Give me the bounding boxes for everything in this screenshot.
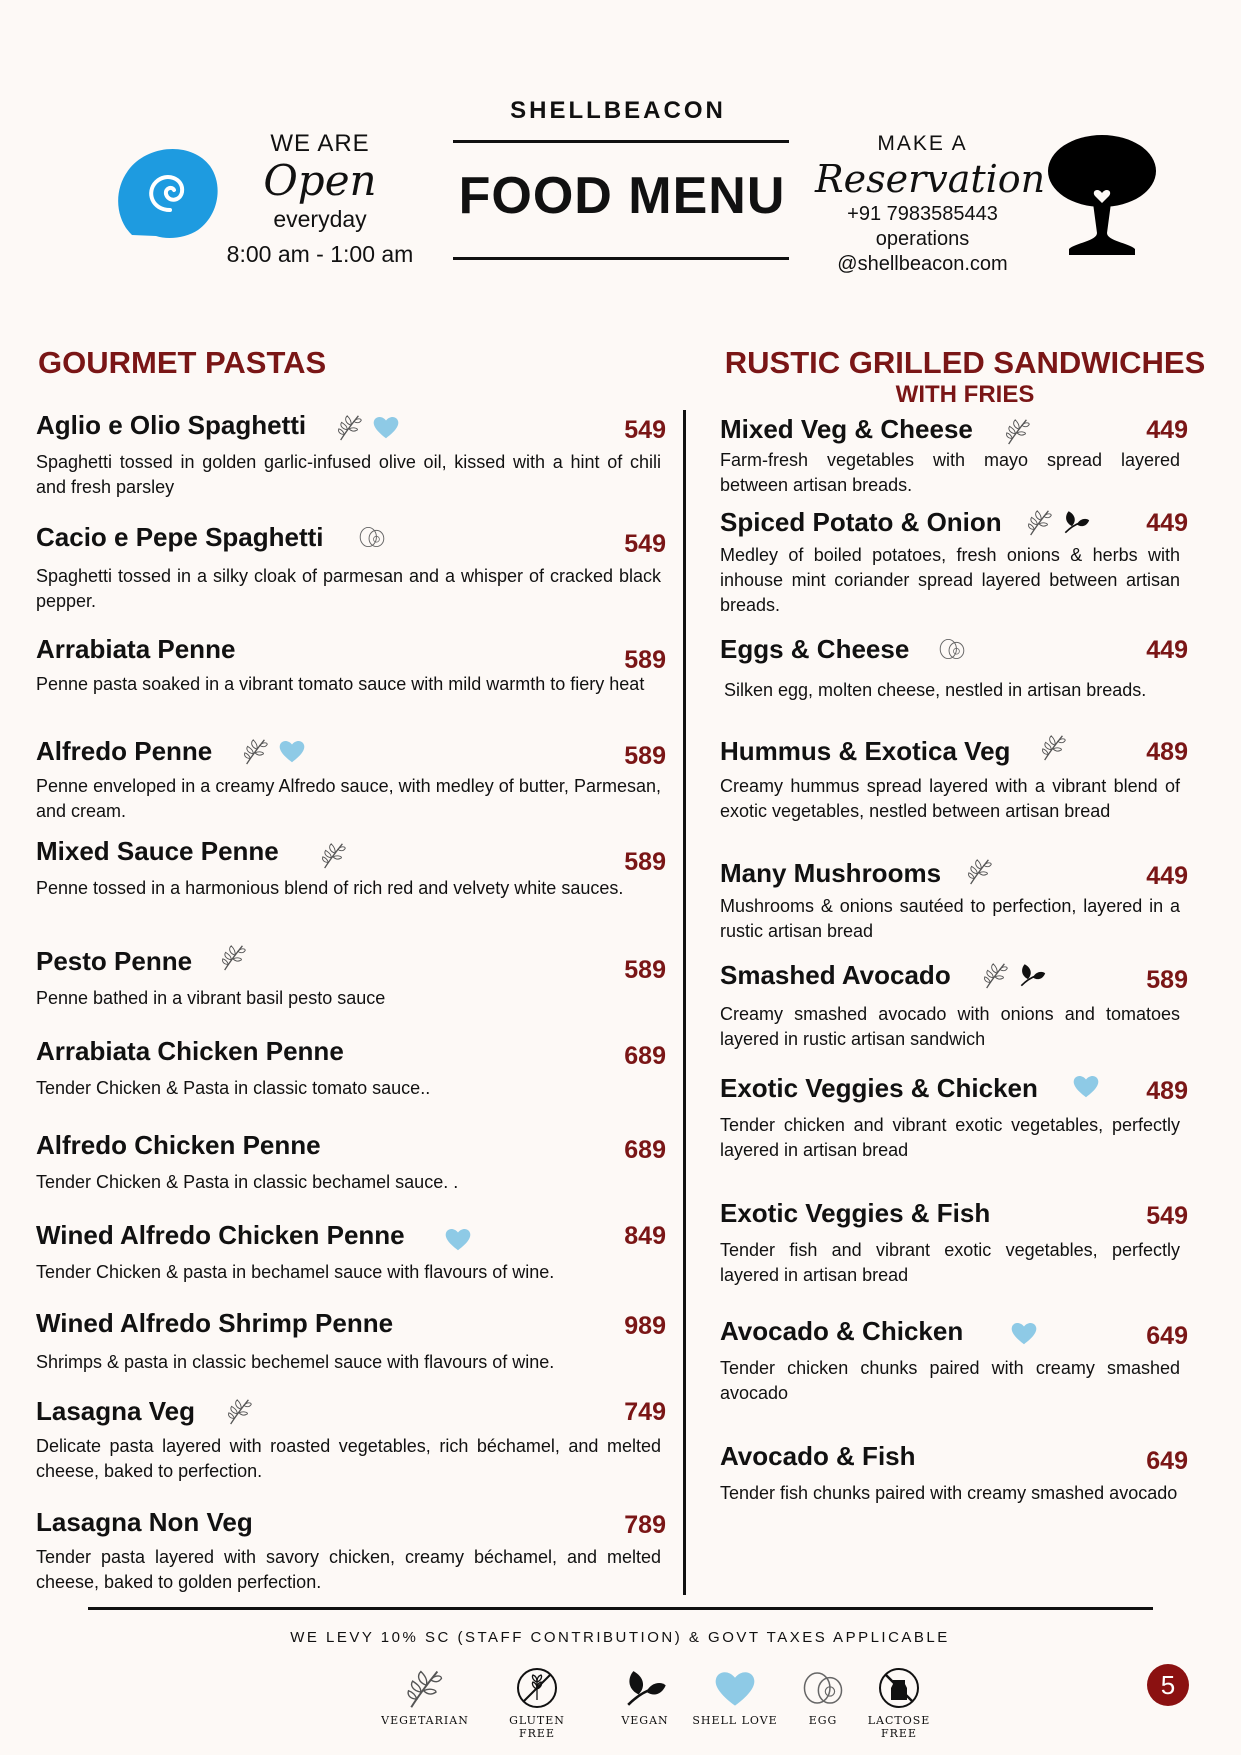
shell-love-icon xyxy=(444,1224,472,1254)
section-title-pastas: GOURMET PASTAS xyxy=(38,345,327,380)
item-name: Lasagna Veg xyxy=(36,1396,195,1426)
title-rule-bottom xyxy=(453,257,789,260)
item-price: 449 xyxy=(1146,862,1188,890)
diet-icons xyxy=(242,736,306,766)
item-price: 689 xyxy=(624,1136,666,1164)
diet-icons xyxy=(220,942,248,972)
item-name: Cacio e Pepe Spaghetti xyxy=(36,522,324,552)
diet-icons xyxy=(938,634,966,664)
gluten-free-icon xyxy=(515,1666,559,1710)
item-description: Spaghetti tossed in golden garlic-infused olive oil, kissed with a hint of chili and fresh parsley xyxy=(36,452,661,497)
footer-rule xyxy=(88,1607,1153,1610)
item-description: Tender Chicken & Pasta in classic bechamel sauce. . xyxy=(36,1172,459,1192)
item-price: 449 xyxy=(1146,509,1188,537)
item-price: 649 xyxy=(1146,1447,1188,1475)
item-price: 549 xyxy=(624,416,666,444)
open-days: everyday xyxy=(273,206,367,232)
item-description: Tender fish and vibrant exotic vegetables, perfectly layered in artisan bread xyxy=(720,1240,1180,1285)
diet-icons xyxy=(982,960,1046,990)
tax-note: WE LEVY 10% SC (STAFF CONTRIBUTION) & GOVT TAXES APPLICABLE xyxy=(290,1629,950,1646)
section-title-sandwiches: RUSTIC GRILLED SANDWICHES xyxy=(724,345,1206,380)
item-name: Many Mushrooms xyxy=(720,858,942,888)
we-are-label: WE ARE xyxy=(270,130,370,157)
legend-gluten-free xyxy=(492,1666,582,1740)
item-price: 449 xyxy=(1146,636,1188,664)
item-price: 749 xyxy=(624,1398,666,1426)
item-name: Smashed Avocado xyxy=(720,960,951,990)
legend-shell-love xyxy=(690,1666,780,1727)
opening-hours xyxy=(200,130,440,268)
item-name: Mixed Veg & Cheese xyxy=(720,414,973,444)
item-description: Tender chicken chunks paired with creamy smashed avocado xyxy=(720,1358,1180,1403)
vegetarian-icon xyxy=(403,1666,447,1710)
item-description: Spaghetti tossed in a silky cloak of parmesan and a whisper of cracked black pepper. xyxy=(36,566,661,611)
item-description: Penne tossed in a harmonious blend of rich red and velvety white sauces. xyxy=(36,878,624,898)
legend-label: VEGETARIAN xyxy=(381,1714,469,1727)
shell-love-icon xyxy=(278,736,306,766)
item-description: Delicate pasta layered with roasted vegetables, rich béchamel, and melted cheese, baked to perfection. xyxy=(36,1436,661,1481)
vegetarian-icon xyxy=(226,1396,254,1426)
legend-lactose-free xyxy=(854,1666,944,1740)
item-description: Mushrooms & onions sautéed to perfection, layered in a rustic artisan bread xyxy=(720,896,1180,941)
item-price: 549 xyxy=(624,530,666,558)
tree-logo-icon xyxy=(1043,133,1161,258)
diet-icons xyxy=(1040,732,1068,762)
legend-label: GLUTEN FREE xyxy=(509,1714,565,1740)
diet-icons xyxy=(444,1224,472,1254)
egg-icon xyxy=(801,1666,845,1710)
item-description: Penne enveloped in a creamy Alfredo sauce, with medley of butter, Parmesan, and cream. xyxy=(36,776,661,821)
item-description: Tender Chicken & Pasta in classic tomato sauce.. xyxy=(36,1078,431,1098)
reservation-phone[interactable]: +91 7983585443 xyxy=(847,203,998,225)
legend-label: LACTOSE FREE xyxy=(867,1714,931,1740)
item-description: Tender pasta layered with savory chicken, creamy béchamel, and melted cheese, baked to golden perfection. xyxy=(36,1547,661,1592)
item-description: Silken egg, molten cheese, nestled in artisan breads. xyxy=(724,680,1147,700)
open-hours: 8:00 am - 1:00 am xyxy=(226,241,414,267)
legend-label: EGG xyxy=(808,1714,838,1727)
egg-icon xyxy=(938,634,966,664)
item-name: Spiced Potato & Onion xyxy=(720,507,1002,537)
item-name: Pesto Penne xyxy=(36,946,193,976)
lactose-free-icon xyxy=(877,1666,921,1710)
item-description: Creamy smashed avocado with onions and tomatoes layered in rustic artisan sandwich xyxy=(720,1004,1180,1049)
open-script-label: Open xyxy=(263,156,377,205)
item-name: Eggs & Cheese xyxy=(720,634,910,664)
item-price: 589 xyxy=(624,742,666,770)
item-description: Tender fish chunks paired with creamy smashed avocado xyxy=(720,1483,1178,1503)
diet-icons xyxy=(320,840,348,870)
item-price: 589 xyxy=(624,956,666,984)
vegetarian-icon xyxy=(220,942,248,972)
vegan-icon xyxy=(1062,507,1090,537)
diet-icons xyxy=(1072,1071,1100,1101)
item-name: Alfredo Chicken Penne xyxy=(36,1130,321,1160)
item-price: 449 xyxy=(1146,416,1188,444)
title-rule-top xyxy=(453,140,789,143)
reservation-email-line2[interactable]: @shellbeacon.com xyxy=(837,253,1008,275)
item-price: 489 xyxy=(1146,1077,1188,1105)
diet-icons xyxy=(966,856,994,886)
item-name: Hummus & Exotica Veg xyxy=(720,736,1011,766)
item-name: Arrabiata Chicken Penne xyxy=(36,1036,344,1066)
legend-vegetarian xyxy=(380,1666,470,1727)
item-price: 549 xyxy=(1146,1202,1188,1230)
vegetarian-icon xyxy=(1026,507,1054,537)
item-name: Avocado & Fish xyxy=(720,1441,916,1471)
item-price: 649 xyxy=(1146,1322,1188,1350)
item-price: 589 xyxy=(1146,966,1188,994)
item-name: Alfredo Penne xyxy=(36,736,213,766)
item-price: 989 xyxy=(624,1312,666,1340)
diet-icons xyxy=(336,412,400,442)
item-name: Mixed Sauce Penne xyxy=(36,836,279,866)
shell-love-icon xyxy=(372,412,400,442)
diet-icons xyxy=(1010,1318,1038,1348)
reservation-script-label: Reservation xyxy=(815,157,1046,201)
brand-name: SHELLBEACON xyxy=(510,97,726,124)
item-price: 789 xyxy=(624,1511,666,1539)
vegan-icon xyxy=(1018,960,1046,990)
item-description: Tender Chicken & pasta in bechamel sauce with flavours of wine. xyxy=(36,1262,555,1282)
vegan-icon xyxy=(623,1666,667,1710)
shell-love-icon xyxy=(1072,1071,1100,1101)
item-name: Avocado & Chicken xyxy=(720,1316,964,1346)
legend-label: SHELL LOVE xyxy=(692,1714,778,1727)
item-name: Exotic Veggies & Chicken xyxy=(720,1073,1038,1103)
page-title: FOOD MENU xyxy=(458,167,786,225)
legend-label: VEGAN xyxy=(621,1714,669,1727)
vegetarian-icon xyxy=(336,412,364,442)
legend-vegan xyxy=(600,1666,690,1727)
shell-love-icon xyxy=(1010,1318,1038,1348)
section-subtitle-sandwiches: WITH FRIES xyxy=(895,381,1035,408)
diet-icons xyxy=(226,1396,254,1426)
reservation-email-line1[interactable]: operations xyxy=(875,228,970,250)
vegetarian-icon xyxy=(320,840,348,870)
vegetarian-icon xyxy=(242,736,270,766)
vegetarian-icon xyxy=(982,960,1010,990)
item-price: 589 xyxy=(624,848,666,876)
item-description: Penne pasta soaked in a vibrant tomato sauce with mild warmth to fiery heat xyxy=(36,674,645,694)
item-description: Penne bathed in a vibrant basil pesto sauce xyxy=(36,988,386,1008)
vegetarian-icon xyxy=(1040,732,1068,762)
item-name: Lasagna Non Veg xyxy=(36,1507,253,1537)
item-price: 589 xyxy=(624,646,666,674)
item-price: 489 xyxy=(1146,738,1188,766)
item-name: Arrabiata Penne xyxy=(36,634,236,664)
item-name: Wined Alfredo Chicken Penne xyxy=(36,1220,405,1250)
make-a-label: MAKE A xyxy=(877,132,968,155)
vegetarian-icon xyxy=(1004,416,1032,446)
item-description: Farm-fresh vegetables with mayo spread layered between artisan breads. xyxy=(720,450,1180,495)
shell-love-icon xyxy=(713,1666,757,1710)
column-divider xyxy=(683,410,686,1595)
item-price: 689 xyxy=(624,1042,666,1070)
item-description: Medley of boiled potatoes, fresh onions & herbs with inhouse mint coriander spread layered between artisan breads. xyxy=(720,545,1180,615)
diet-icons xyxy=(358,522,386,552)
page-number-badge: 5 xyxy=(1147,1664,1189,1706)
item-name: Exotic Veggies & Fish xyxy=(720,1198,991,1228)
egg-icon xyxy=(358,522,386,552)
item-description: Creamy hummus spread layered with a vibrant blend of exotic vegetables, nestled between artisan bread xyxy=(720,776,1180,821)
diet-icons xyxy=(1004,416,1032,446)
reservation-block xyxy=(815,132,1046,277)
item-price: 849 xyxy=(624,1222,666,1250)
item-description: Tender chicken and vibrant exotic vegetables, perfectly layered in artisan bread xyxy=(720,1115,1180,1160)
diet-icons xyxy=(1026,507,1090,537)
item-description: Shrimps & pasta in classic bechemel sauce with flavours of wine. xyxy=(36,1352,555,1372)
vegetarian-icon xyxy=(966,856,994,886)
item-name: Wined Alfredo Shrimp Penne xyxy=(36,1308,394,1338)
item-name: Aglio e Olio Spaghetti xyxy=(36,410,307,440)
